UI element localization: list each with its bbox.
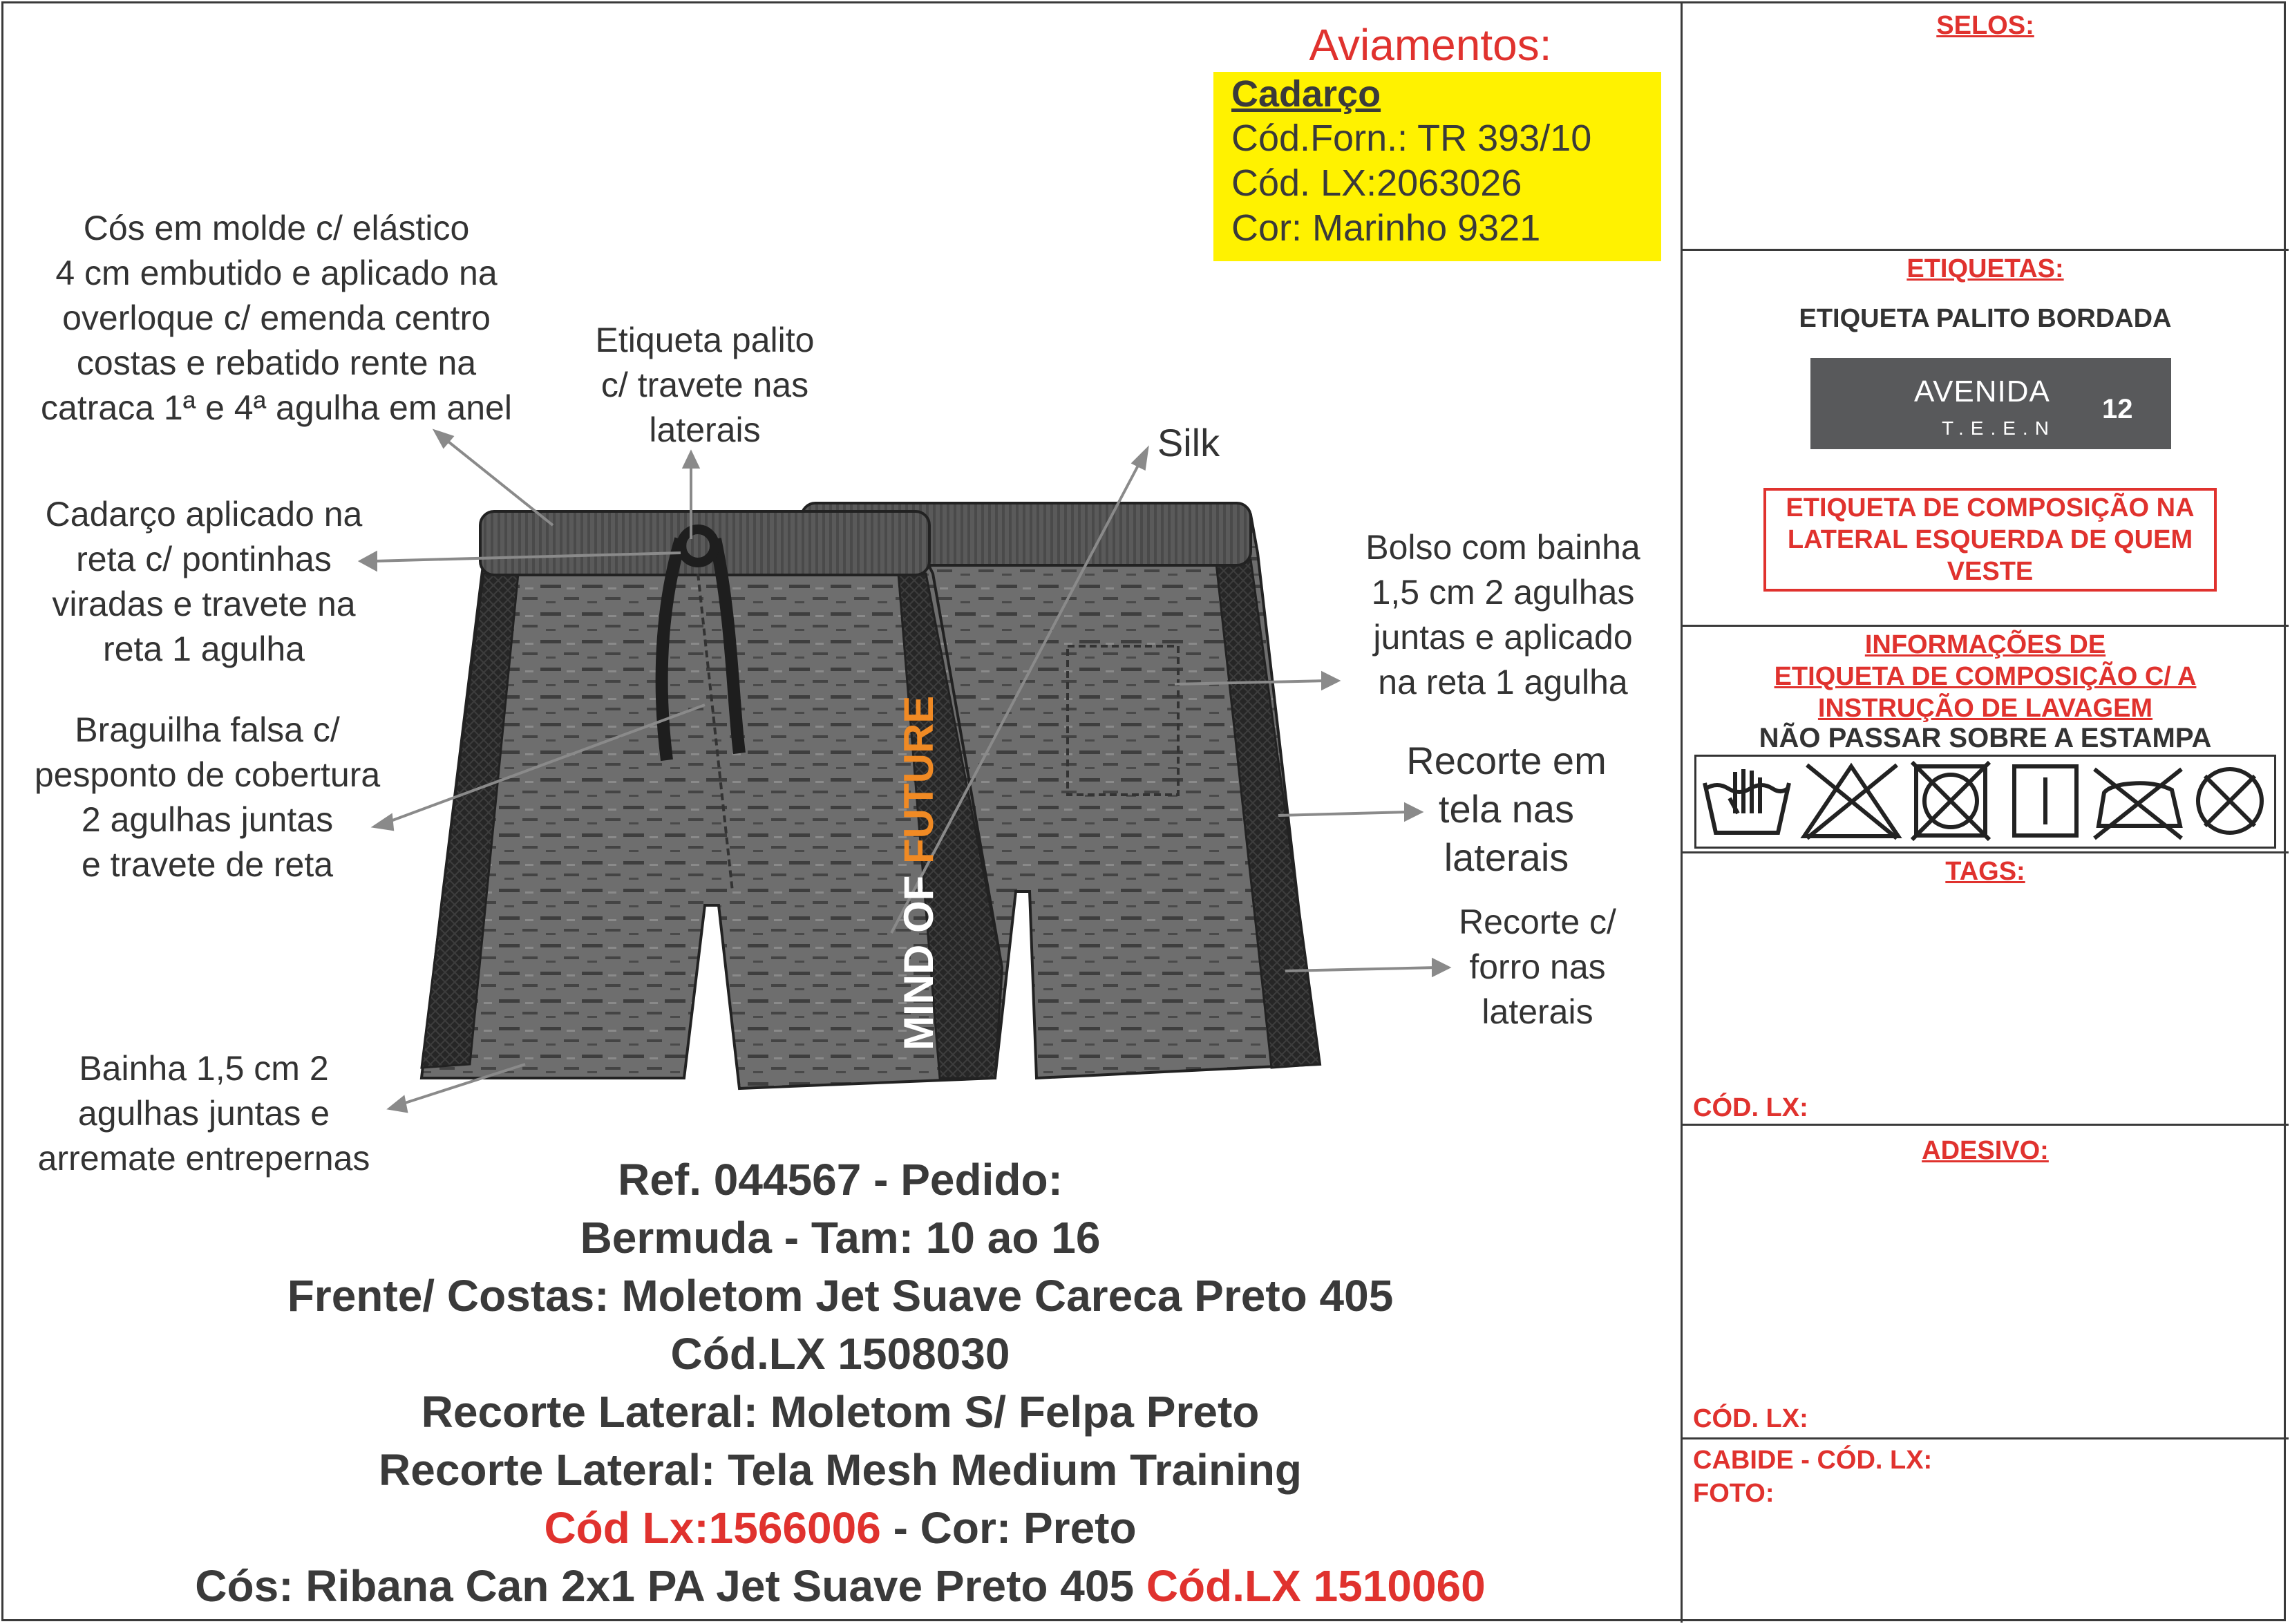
aviamentos-title: Aviamentos: [1309,20,1552,70]
aviamentos-line: Cód. LX:2063026 [1231,162,1522,204]
no-iron-icon [2094,769,2182,838]
hand-wash-icon [1705,769,1789,833]
sidebar-divider [1681,1,1683,1623]
spec-recorte-1: Recorte Lateral: Moletom S/ Felpa Preto [421,1387,1260,1437]
note-silk: Silk [1157,421,1220,464]
selos-title: SELOS: [1936,11,2034,40]
note-recorte-forro: Recorte c/ forro nas laterais [1459,903,1616,1031]
note-cos: Cós em molde c/ elástico 4 cm embutido e aplicado na overloque c/ emenda centro costas e rebatido rente na catraca 1ª e 4ª agulha em anel [41,209,512,427]
spec-cos-red: Cód.LX 1510060 [1146,1561,1486,1611]
divider-selos [1681,249,2289,251]
note-etiqueta-palito: Etiqueta palito c/ travete nas laterais [595,321,815,449]
spec-ref: Ref. 044567 - Pedido: [618,1155,1063,1205]
no-dry-clean-icon [2198,769,2262,833]
spec-cor: - Cor: Preto [880,1503,1137,1553]
tags-cod-lx: CÓD. LX: [1693,1093,1808,1122]
tags-title: TAGS: [1945,857,2025,886]
divider-etiquetas [1681,625,2289,627]
composicao-box [1763,488,2217,592]
note-recorte-tela: Recorte em tela nas laterais [1406,739,1607,879]
spec-cod-red: Cód Lx:1566006 [544,1503,881,1553]
info-line-3: INSTRUÇÃO DE LAVAGEM [1817,694,2153,723]
aviamentos-item-title: Cadarço [1231,73,1381,115]
etiquetas-title: ETIQUETAS: [1906,254,2064,283]
nao-passar-text: NÃO PASSAR SOBRE A ESTAMPA [1759,723,2212,753]
divider-tags [1681,1124,2289,1126]
print-text-1: MIND OF [896,864,942,1050]
note-braguilha: Braguilha falsa c/ pesponto de cobertura 2 agulhas juntas e travete de reta [34,710,381,884]
etiqueta-palito-text: ETIQUETA PALITO BORDADA [1799,304,2172,333]
no-bleach-icon [1804,765,1898,838]
foto-label: FOTO: [1693,1479,1775,1508]
aviamentos-line: Cor: Marinho 9321 [1231,207,1541,249]
note-bainha: Bainha 1,5 cm 2 agulhas juntas e arremate entrepernas [37,1049,370,1178]
spec-bermuda: Bermuda - Tam: 10 ao 16 [580,1213,1101,1263]
spec-cor-line [0,1502,1681,1554]
label-brand: AVENIDA [1914,375,2050,408]
print-graphic [896,696,942,1050]
label-size: 12 [2102,394,2133,424]
adesivo-title: ADESIVO: [1922,1136,2049,1165]
divider-info [1681,851,2289,853]
divider-adesivo [1681,1437,2289,1439]
label-teen: T.E.E.N [1942,417,2056,439]
spec-codlx: Cód.LX 1508030 [670,1329,1010,1379]
line-dry-icon [2014,766,2076,835]
spec-recorte-2: Recorte Lateral: Tela Mesh Medium Training [379,1445,1302,1495]
info-line-2: ETIQUETA DE COMPOSIÇÃO C/ A [1774,662,2197,691]
note-cadarco: Cadarço aplicado na reta c/ pontinhas viradas e travete na reta 1 agulha [45,495,363,668]
info-line-1: INFORMAÇÕES DE [1864,630,2106,659]
spec-cos-line [0,1560,1681,1612]
adesivo-cod-lx: CÓD. LX: [1693,1404,1808,1433]
print-text-2: FUTURE [896,695,942,865]
no-tumble-dry-icon [1912,762,1989,840]
note-bolso: Bolso com bainha 1,5 cm 2 agulhas juntas e aplicado na reta 1 agulha [1365,528,1640,701]
cabide-cod-lx: CABIDE - CÓD. LX: [1693,1446,1933,1475]
spec-cos: Cós: Ribana Can 2x1 PA Jet Suave Preto 405 [195,1561,1146,1611]
brand-label [1810,358,2171,449]
care-symbols [1694,755,2276,849]
aviamentos-line: Cód.Forn.: TR 393/10 [1231,117,1592,159]
spec-frente: Frente/ Costas: Moletom Jet Suave Careca Preto 405 [287,1271,1394,1321]
composicao-text: ETIQUETA DE COMPOSIÇÃO NA LATERAL ESQUERDA DE QUEM VESTE [1786,493,2195,586]
